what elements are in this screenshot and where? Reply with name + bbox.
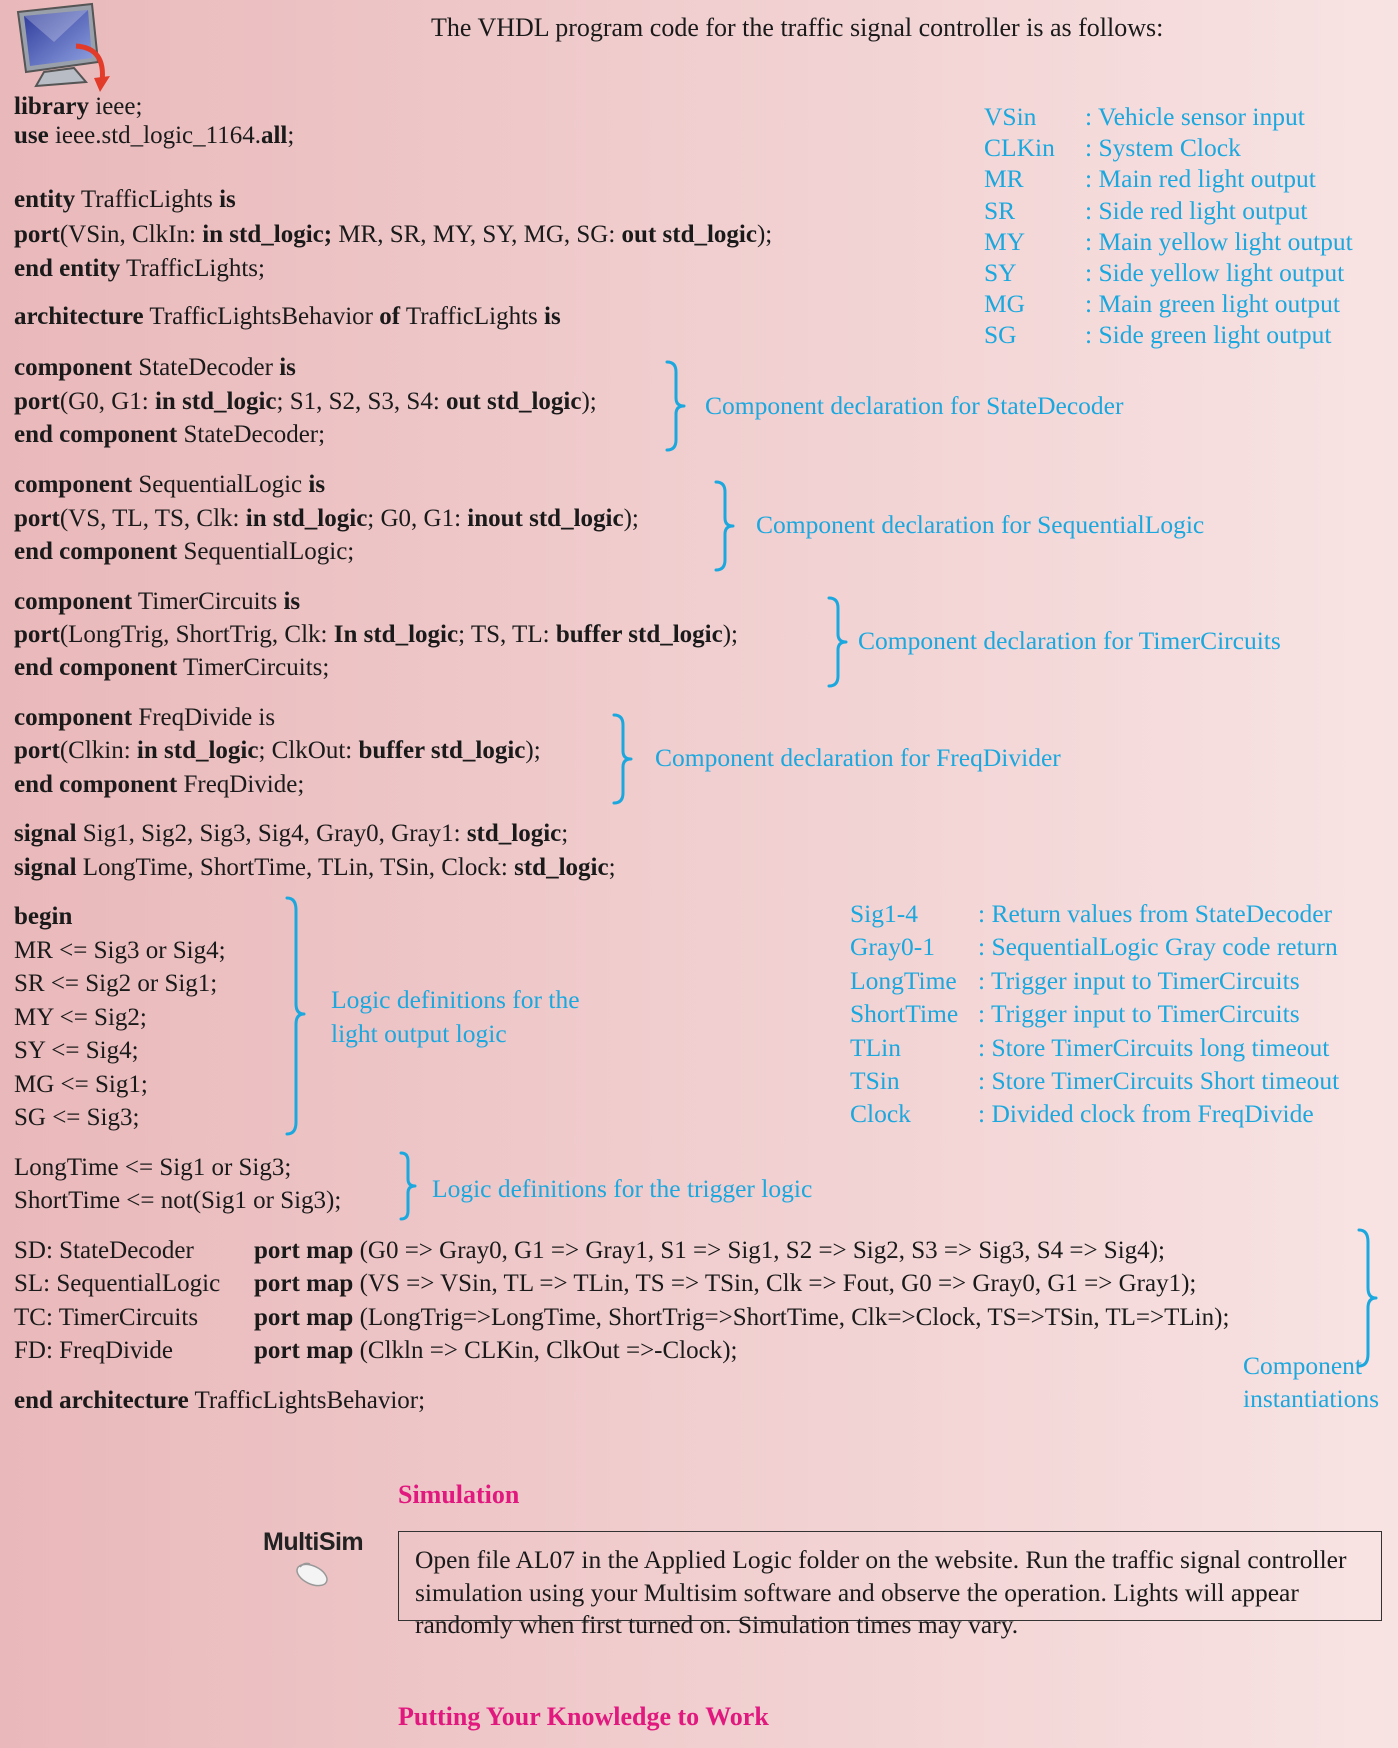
code-keyword: is xyxy=(544,303,561,330)
code-text: SY <= Sig4; xyxy=(14,1037,139,1064)
code-line xyxy=(14,651,329,685)
code-text: ieee.std_logic_1164. xyxy=(48,122,261,149)
code-line xyxy=(14,1101,139,1135)
legend-row: SG : Side green light output xyxy=(984,320,1332,350)
instance-portmap: port map (VS => VSin, TL => TLin, TS => TSin, Clk => Fout, G0 => Gray0, G1 => Gray1); xyxy=(254,1270,1197,1297)
computer-icon xyxy=(14,2,118,98)
multisim-logo xyxy=(263,1528,363,1557)
code-text: ieee; xyxy=(89,93,143,120)
code-keyword: of xyxy=(379,303,401,330)
code-keyword: end architecture xyxy=(14,1387,189,1414)
code-line xyxy=(14,351,296,385)
instance-label: FD: FreqDivide xyxy=(14,1337,174,1364)
code-line xyxy=(14,252,265,286)
code-text: ); xyxy=(581,388,597,415)
io-legend xyxy=(984,101,1353,351)
legend-row: TLin : Store TimerCircuits long timeout xyxy=(850,1032,1330,1062)
code-keyword: entity xyxy=(14,186,76,213)
brace-trigger xyxy=(398,1151,418,1221)
code-line xyxy=(14,502,639,536)
mouse-icon xyxy=(290,1558,334,1593)
legend-row: VSin : Vehicle sensor input xyxy=(984,102,1305,131)
code-keyword: in std_logic; xyxy=(202,221,333,248)
brace-timer xyxy=(826,596,850,688)
code-line xyxy=(14,418,325,452)
code-text: TrafficLightsBehavior xyxy=(143,303,380,330)
code-keyword: component xyxy=(14,704,133,731)
code-text: StateDecoder; xyxy=(177,421,326,448)
instance-label: TC: TimerCircuits xyxy=(14,1304,199,1331)
code-text: (VS, TL, TS, Clk: xyxy=(59,505,246,532)
code-text: Sig1, Sig2, Sig3, Sig4, Gray0, Gray1: xyxy=(76,820,467,847)
code-keyword: port xyxy=(14,388,60,415)
code-text: (LongTrig, ShortTrig, Clk: xyxy=(59,621,334,648)
note-sequential: Component declaration for SequentialLogic xyxy=(756,510,1205,539)
code-keyword: std_logic xyxy=(514,854,609,881)
code-line xyxy=(14,183,236,217)
code-keyword: std_logic xyxy=(466,820,562,847)
code-keyword: In std_logic xyxy=(333,621,459,648)
note-freq: Component declaration for FreqDivider xyxy=(655,743,1061,772)
code-line xyxy=(14,1068,148,1102)
code-line xyxy=(14,585,300,619)
note-timer: Component declaration for TimerCircuits xyxy=(858,626,1281,655)
code-keyword: begin xyxy=(14,903,73,930)
code-text: ); xyxy=(722,621,738,648)
code-keyword: port xyxy=(14,505,60,532)
code-text: MY <= Sig2; xyxy=(14,1004,147,1031)
instance-portmap: port map (G0 => Gray0, G1 => Gray1, S1 => Sig1, S2 => Sig2, S3 => Sig3, S4 => Sig4); xyxy=(254,1237,1165,1264)
code-line xyxy=(14,218,772,252)
code-text: ); xyxy=(525,737,541,764)
code-keyword: end component xyxy=(14,421,178,448)
code-text: MR, SR, MY, SY, MG, SG: xyxy=(332,221,622,248)
code-keyword: is xyxy=(279,354,296,381)
code-text: ); xyxy=(623,505,639,532)
code-line xyxy=(14,300,561,334)
legend-row: Sig1-4 : Return values from StateDecoder xyxy=(850,899,1333,928)
note-instances-line1: Component xyxy=(1243,1351,1362,1380)
code-line xyxy=(14,1151,291,1185)
simulation-box: Open file AL07 in the Applied Logic folder on the website. Run the traffic signal controller simulation using your Multisim software and observe the operation. Lights will appear randomly when first turned on. Simulation times may vary. xyxy=(398,1531,1382,1621)
code-line xyxy=(14,1034,139,1068)
note-light-logic-line1: Logic definitions for the xyxy=(331,985,580,1014)
instance-portmap: port map (LongTrig=>LongTime, ShortTrig=>ShortTime, Clk=>Clock, TS=>TSin, TL=>TLin); xyxy=(254,1304,1230,1331)
brace-light-logic xyxy=(284,896,308,1136)
code-text: LongTime, ShortTime, TLin, TSin, Clock: xyxy=(76,854,515,881)
code-text: ShortTime <= not(Sig1 or Sig3); xyxy=(14,1187,342,1214)
legend-row: Gray0-1 : SequentialLogic Gray code return xyxy=(850,932,1338,962)
signal-legend xyxy=(850,897,1339,1131)
code-text: TrafficLights xyxy=(75,186,220,213)
instance-label: SL: SequentialLogic xyxy=(14,1270,221,1297)
code-text: (G0, G1: xyxy=(59,388,155,415)
code-line xyxy=(14,1001,147,1035)
legend-row: ShortTime : Trigger input to TimerCircuits xyxy=(850,999,1300,1029)
code-text: SR <= Sig2 or Sig1; xyxy=(14,970,218,997)
legend-row: LongTime : Trigger input to TimerCircuits xyxy=(850,965,1300,995)
code-keyword: in std_logic xyxy=(136,737,259,764)
code-text: ; xyxy=(561,820,569,847)
code-keyword: out std_logic xyxy=(446,388,582,415)
legend-row: TSin : Store TimerCircuits Short timeout xyxy=(850,1065,1340,1095)
code-keyword: buffer std_logic xyxy=(555,621,723,648)
code-line xyxy=(14,618,738,652)
legend-row: MY : Main yellow light output xyxy=(984,226,1353,256)
code-keyword: out std_logic xyxy=(621,221,757,248)
code-text: TimerCircuits xyxy=(132,588,284,615)
code-text: MR <= Sig3 or Sig4; xyxy=(14,937,226,964)
code-keyword: port xyxy=(14,737,60,764)
code-line xyxy=(14,900,72,934)
note-light-logic-line2: light output logic xyxy=(331,1019,507,1048)
code-keyword: end component xyxy=(14,654,178,681)
code-line xyxy=(14,385,597,419)
code-keyword: is xyxy=(283,588,301,615)
simulation-heading: Simulation xyxy=(398,1480,520,1509)
code-text: (VSin, ClkIn: xyxy=(59,221,203,248)
code-text: ; G0, G1: xyxy=(367,505,468,532)
code-keyword: use xyxy=(14,122,49,149)
instance-portmap: port map (Clkln => CLKin, ClkOut =>-Clock); xyxy=(254,1337,738,1364)
code-line xyxy=(14,701,275,735)
code-line xyxy=(14,817,568,851)
code-keyword: buffer std_logic xyxy=(358,737,526,764)
code-keyword: inout std_logic xyxy=(467,505,624,532)
code-text: ); xyxy=(756,221,773,248)
instance-label: SD: StateDecoder xyxy=(14,1237,194,1264)
brace-sequential xyxy=(713,480,737,572)
code-text: SequentialLogic xyxy=(132,471,309,498)
code-line xyxy=(14,468,325,502)
legend-row: Clock : Divided clock from FreqDivide xyxy=(850,1099,1314,1129)
code-text: ; xyxy=(608,854,616,881)
note-trigger: Logic definitions for the trigger logic xyxy=(432,1174,813,1203)
code-line xyxy=(14,768,304,802)
code-text: TrafficLights xyxy=(400,303,545,330)
brace-instances xyxy=(1356,1228,1380,1368)
code-text: StateDecoder xyxy=(132,354,280,381)
code-text: (Clkin: xyxy=(59,737,137,764)
multisim-label: MultiSim xyxy=(263,1528,364,1556)
code-line xyxy=(14,851,616,885)
code-keyword: end component xyxy=(14,538,178,565)
code-text: ; TS, TL: xyxy=(458,621,556,648)
code-line xyxy=(14,535,354,569)
code-text: SequentialLogic; xyxy=(177,538,355,565)
code-keyword: component xyxy=(14,354,133,381)
next-section-heading: Putting Your Knowledge to Work xyxy=(398,1702,769,1731)
legend-row: MR : Main red light output xyxy=(984,164,1316,194)
code-text: ; ClkOut: xyxy=(258,737,359,764)
code-text: ; S1, S2, S3, S4: xyxy=(276,388,447,415)
page-header: The VHDL program code for the traffic signal controller is as follows: xyxy=(431,13,1164,42)
legend-row: CLKin : System Clock xyxy=(984,133,1241,163)
code-keyword: component xyxy=(14,588,133,615)
code-text: SG <= Sig3; xyxy=(14,1104,140,1131)
code-keyword: signal xyxy=(14,854,77,881)
code-text: MG <= Sig1; xyxy=(14,1071,148,1098)
code-line xyxy=(14,934,226,968)
code-keyword: port xyxy=(14,221,60,248)
code-line xyxy=(14,734,541,768)
code-line xyxy=(14,967,217,1001)
brace-statedecoder xyxy=(664,360,688,452)
code-keyword: architecture xyxy=(14,303,144,330)
code-keyword: library xyxy=(14,93,89,120)
code-text: LongTime <= Sig1 or Sig3; xyxy=(14,1154,292,1181)
code-text: TimerCircuits; xyxy=(177,654,330,681)
brace-freq xyxy=(611,713,635,805)
code-keyword: component xyxy=(14,471,133,498)
code-keyword: in std_logic xyxy=(154,388,277,415)
code-keyword: in std_logic xyxy=(245,505,368,532)
code-text: ; xyxy=(287,122,295,149)
code-line xyxy=(14,1384,425,1418)
code-text: FreqDivide is xyxy=(132,704,276,731)
code-keyword: port xyxy=(14,621,60,648)
note-instances-line2: instantiations xyxy=(1243,1384,1379,1413)
note-statedecoder: Component declaration for StateDecoder xyxy=(705,391,1124,420)
code-keyword: end component xyxy=(14,771,178,798)
code-keyword: end entity xyxy=(14,255,121,282)
code-keyword: is xyxy=(219,186,236,213)
code-line xyxy=(14,1184,341,1218)
legend-row: SR : Side red light output xyxy=(984,195,1308,225)
code-line xyxy=(14,119,294,153)
code-text: FreqDivide; xyxy=(177,771,305,798)
legend-row: SY : Side yellow light output xyxy=(984,257,1345,287)
code-keyword: all xyxy=(260,122,288,149)
code-keyword: is xyxy=(308,471,326,498)
code-text: TrafficLights; xyxy=(120,255,265,282)
legend-row: MG : Main green light output xyxy=(984,289,1340,319)
code-keyword: signal xyxy=(14,820,77,847)
code-text: TrafficLightsBehavior; xyxy=(188,1387,426,1414)
